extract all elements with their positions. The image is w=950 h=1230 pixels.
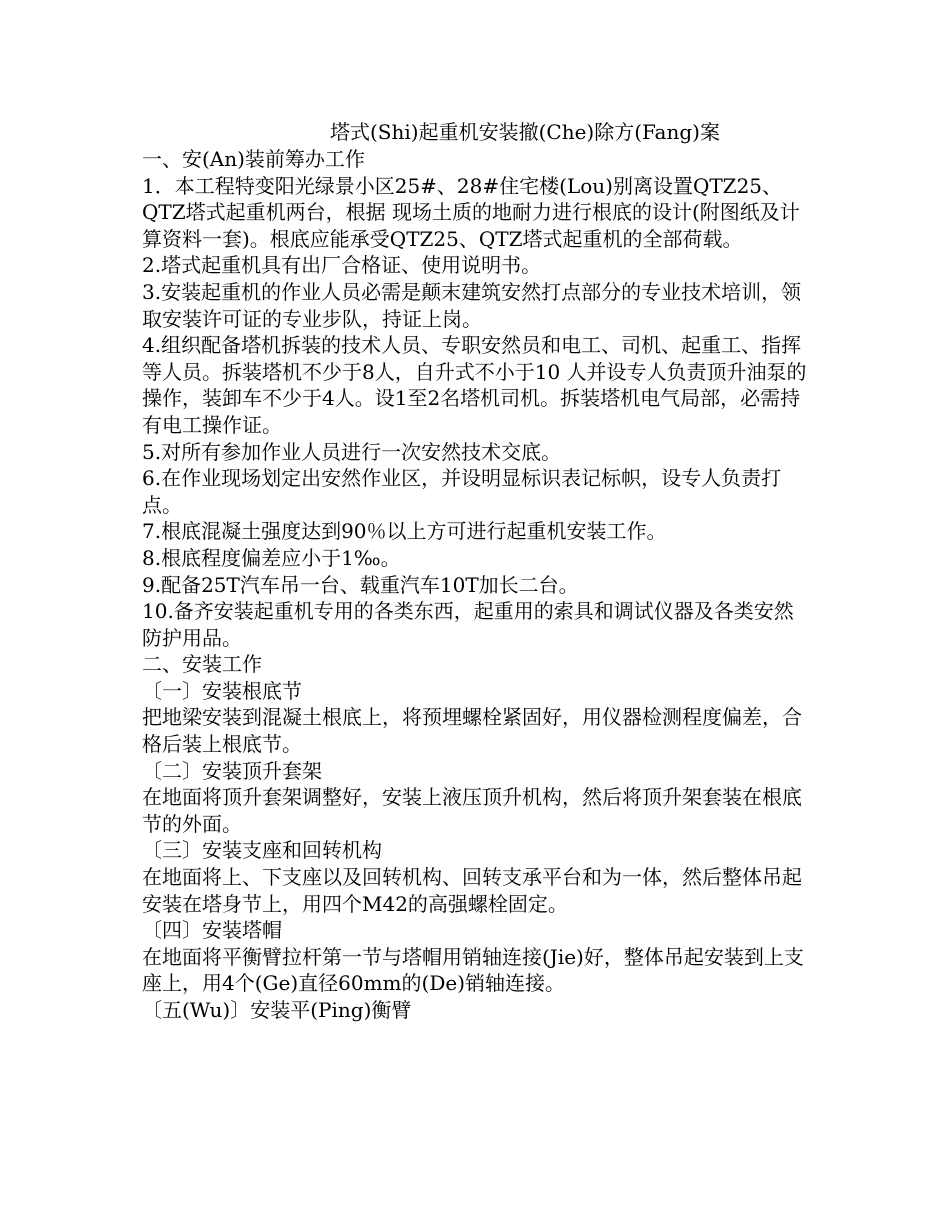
subsection-heading: 〔五(Wu)〕安装平(Ping)衡臂 xyxy=(142,998,412,1022)
paragraph: 在地面将顶升套架调整好，安装上液压顶升机构，然后将顶升架套装在根底节的外面。 xyxy=(142,785,802,836)
section-heading: 二、安装工作 xyxy=(142,652,262,677)
paragraph: 2.塔式起重机具有出厂合格证、使用说明书。 xyxy=(142,253,542,278)
paragraph: 4.组织配备塔机拆装的技术人员、专职安然员和电工、司机、起重工、指挥等人员。拆装塔机不少于8人，自升式不小于10 人并设专人负责顶升油泵的操作，装卸车不少于4人。设1至2名塔机司机。拆装塔机电气局部，必需持有电工操作证。 xyxy=(142,333,807,437)
document-title: 塔式(Shi)起重机安装撤(Che)除方(Fang)案 xyxy=(330,120,720,144)
paragraph: 把地梁安装到混凝土根底上，将预埋螺栓紧固好，用仪器检测程度偏差，合格后装上根底节。 xyxy=(142,705,802,757)
paragraph: 3.安装起重机的作业人员必需是颠末建筑安然打点部分的专业技术培训，领取安装许可证的专业步队，持证上岗。 xyxy=(142,279,802,331)
paragraph: 10.备齐安装起重机专用的各类东西，起重用的索具和调试仪器及各类安然防护用品。 xyxy=(142,599,794,650)
paragraph: 9.配备25T汽车吊一台、载重汽车10T加长二台。 xyxy=(142,572,579,597)
document-body xyxy=(142,146,810,1024)
paragraph: 5.对所有参加作业人员进行一次安然技术交底。 xyxy=(142,439,562,464)
paragraph: 1．本工程特变阳光绿景小区25#、28#住宅楼(Lou)别离设置QTZ25、QTZ塔式起重机两台，根据 现场土质的地耐力进行根底的设计(附图纸及计算资料一套)。根底应能承受QTZ25、QTZ塔式起重机的全部荷载。 xyxy=(142,173,800,251)
subsection-heading: 〔四〕安装塔帽 xyxy=(142,918,282,943)
paragraph: 8.根底程度偏差应小于1‰。 xyxy=(142,545,401,570)
paragraph: 在地面将平衡臂拉杆第一节与塔帽用销轴连接(Jie)好，整体吊起安装到上支座上，用4个(Ge)直径60mm的(De)销轴连接。 xyxy=(142,944,804,996)
subsection-heading: 〔二〕安装顶升套架 xyxy=(142,758,322,783)
paragraph: 6.在作业现场划定出安然作业区，并设明显标识表记标帜，设专人负责打点。 xyxy=(142,466,782,517)
paragraph: 7.根底混凝土强度达到90％以上方可进行起重机安装工作。 xyxy=(142,519,667,544)
section-heading: 一、安(An)装前筹办工作 xyxy=(142,147,365,171)
subsection-heading: 〔三〕安装支座和回转机构 xyxy=(142,838,382,863)
subsection-heading: 〔一〕安装根底节 xyxy=(142,678,302,703)
paragraph: 在地面将上、下支座以及回转机构、回转支承平台和为一体，然后整体吊起安装在塔身节上，用四个M42的高强螺栓固定。 xyxy=(142,865,802,916)
